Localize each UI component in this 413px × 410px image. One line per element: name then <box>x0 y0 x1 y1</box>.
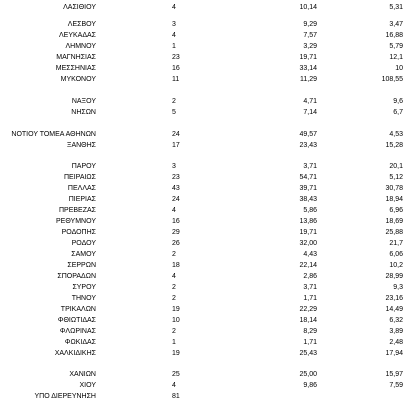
cases-value: 4 <box>172 4 176 11</box>
table-row <box>0 184 413 193</box>
cases-value: 18 <box>172 262 180 269</box>
incidence-value: 25,00 <box>299 371 317 378</box>
table-row <box>0 42 413 51</box>
region-name: ΠΡΕΒΕΖΑΣ <box>58 207 96 214</box>
region-name: ΝΟΤΙΟΥ ΤΟΜΕΑ ΑΘΗΝΩΝ <box>11 131 96 138</box>
region-name: ΣΥΡΟΥ <box>72 284 96 291</box>
cases-value: 16 <box>172 65 180 72</box>
table-row <box>0 261 413 270</box>
table-row <box>0 20 413 29</box>
cases-value: 2 <box>172 251 176 258</box>
region-name: ΡΕΘΥΜΝΟΥ <box>55 218 96 225</box>
region-name: ΝΑΞΟΥ <box>71 98 96 105</box>
table-row <box>0 130 413 139</box>
table-row <box>0 316 413 325</box>
region-name: ΜΑΓΝΗΣΙΑΣ <box>56 54 96 61</box>
region-name: ΤΗΝΟΥ <box>71 295 96 302</box>
table-row <box>0 370 413 379</box>
region-name: ΠΑΡΟΥ <box>71 163 96 170</box>
table-row <box>0 206 413 215</box>
cases-value: 16 <box>172 218 180 225</box>
incidence-value: 54,71 <box>299 174 317 181</box>
region-name: ΝΗΣΩΝ <box>71 109 96 116</box>
region-name: ΛΗΜΝΟΥ <box>65 43 96 50</box>
cases-value: 11 <box>172 76 180 83</box>
table-row <box>0 349 413 358</box>
rate-value: 25,88 <box>385 229 403 236</box>
table-row <box>0 97 413 106</box>
incidence-value: 18,14 <box>299 317 317 324</box>
cases-value: 3 <box>172 163 176 170</box>
region-name: ΞΑΝΘΗΣ <box>66 142 96 149</box>
region-name: ΡΟΔΟΥ <box>71 240 96 247</box>
table-row <box>0 239 413 248</box>
cases-value: 2 <box>172 284 176 291</box>
region-name: ΛΕΥΚΑΔΑΣ <box>58 32 96 39</box>
region-name: ΜΥΚΟΝΟΥ <box>60 76 96 83</box>
rate-value: 9,3 <box>393 284 403 291</box>
rate-value: 28,99 <box>385 273 403 280</box>
region-name: ΥΠΟ ΔΙΕΡΕΥΝΗΣΗ <box>34 393 96 400</box>
rate-value: 5,79 <box>389 43 403 50</box>
cases-value: 1 <box>172 339 176 346</box>
cases-value: 2 <box>172 295 176 302</box>
table-row <box>0 75 413 84</box>
incidence-value: 25,43 <box>299 350 317 357</box>
incidence-value: 23,43 <box>299 142 317 149</box>
rate-value: 6,32 <box>389 317 403 324</box>
incidence-value: 9,86 <box>303 382 317 389</box>
incidence-value: 33,14 <box>299 65 317 72</box>
rate-value: 21,7 <box>389 240 403 247</box>
region-name: ΦΩΚΙΔΑΣ <box>64 339 96 346</box>
region-name: ΛΑΣΙΘΙΟΥ <box>63 4 96 11</box>
table-row <box>0 3 413 12</box>
table-row <box>0 228 413 237</box>
rate-value: 6,7 <box>393 109 403 116</box>
region-name: ΣΕΡΡΩΝ <box>67 262 96 269</box>
cases-value: 2 <box>172 328 176 335</box>
table-row <box>0 327 413 336</box>
rate-value: 15,97 <box>385 371 403 378</box>
rate-value: 23,16 <box>385 295 403 302</box>
cases-value: 43 <box>172 185 180 192</box>
rate-value: 5,12 <box>389 174 403 181</box>
incidence-value: 19,71 <box>299 229 317 236</box>
cases-value: 29 <box>172 229 180 236</box>
cases-value: 1 <box>172 43 176 50</box>
rate-value: 2,48 <box>389 339 403 346</box>
table-row <box>0 305 413 314</box>
region-name: ΠΙΕΡΙΑΣ <box>68 196 96 203</box>
region-name: ΦΘΙΩΤΙΔΑΣ <box>57 317 96 324</box>
region-name: ΡΟΔΟΠΗΣ <box>61 229 96 236</box>
cases-value: 26 <box>172 240 180 247</box>
table-row <box>0 338 413 347</box>
incidence-value: 4,43 <box>303 251 317 258</box>
rate-value: 4,53 <box>389 131 403 138</box>
region-name: ΛΕΣΒΟΥ <box>67 21 96 28</box>
region-name: ΤΡΙΚΑΛΩΝ <box>60 306 96 313</box>
table-row <box>0 53 413 62</box>
incidence-value: 22,14 <box>299 262 317 269</box>
cases-value: 2 <box>172 98 176 105</box>
region-name: ΣΠΟΡΑΔΩΝ <box>57 273 96 280</box>
incidence-value: 8,29 <box>303 328 317 335</box>
table-row <box>0 141 413 150</box>
cases-value: 3 <box>172 21 176 28</box>
cases-value: 24 <box>172 196 180 203</box>
rate-value: 30,78 <box>385 185 403 192</box>
cases-value: 19 <box>172 350 180 357</box>
incidence-value: 11,29 <box>300 76 317 83</box>
region-name: ΧΑΝΙΩΝ <box>69 371 96 378</box>
incidence-value: 7,57 <box>303 32 317 39</box>
incidence-value: 13,86 <box>299 218 317 225</box>
rate-value: 3,47 <box>389 21 403 28</box>
rate-value: 14,49 <box>385 306 403 313</box>
region-name: ΠΕΛΛΑΣ <box>67 185 96 192</box>
cases-value: 17 <box>172 142 180 149</box>
incidence-value: 9,29 <box>303 21 317 28</box>
region-name: ΠΕΙΡΑΙΩΣ <box>64 174 96 181</box>
table-row <box>0 64 413 73</box>
rate-value: 16,88 <box>385 32 403 39</box>
incidence-value: 32,00 <box>299 240 317 247</box>
incidence-value: 3,71 <box>303 284 317 291</box>
incidence-value: 3,29 <box>303 43 317 50</box>
incidence-value: 38,43 <box>299 196 317 203</box>
cases-value: 24 <box>172 131 180 138</box>
incidence-value: 7,14 <box>303 109 317 116</box>
cases-value: 4 <box>172 382 176 389</box>
incidence-value: 1,71 <box>303 295 317 302</box>
rate-value: 6,06 <box>389 251 403 258</box>
rate-value: 20,1 <box>389 163 403 170</box>
table-row <box>0 272 413 281</box>
rate-value: 3,89 <box>389 328 403 335</box>
incidence-value: 4,71 <box>303 98 317 105</box>
incidence-value: 22,29 <box>299 306 317 313</box>
table-row <box>0 283 413 292</box>
cases-value: 81 <box>172 393 180 400</box>
rate-value: 9,6 <box>393 98 403 105</box>
rate-value: 18,94 <box>385 196 403 203</box>
rate-value: 6,96 <box>389 207 403 214</box>
table-row <box>0 195 413 204</box>
cases-value: 23 <box>172 174 180 181</box>
cases-value: 23 <box>172 54 180 61</box>
incidence-value: 2,86 <box>303 273 317 280</box>
rate-value: 12,1 <box>389 54 403 61</box>
region-name: ΧΑΛΚΙΔΙΚΗΣ <box>54 350 96 357</box>
cases-value: 10 <box>172 317 180 324</box>
rate-value: 108,55 <box>381 76 403 83</box>
table-row <box>0 31 413 40</box>
table-row <box>0 217 413 226</box>
rate-value: 10,2 <box>389 262 403 269</box>
incidence-value: 5,86 <box>303 207 317 214</box>
rate-value: 18,69 <box>385 218 403 225</box>
table-row <box>0 173 413 182</box>
incidence-value: 19,71 <box>299 54 317 61</box>
region-name: ΦΛΩΡΙΝΑΣ <box>59 328 96 335</box>
rate-value: 17,94 <box>385 350 403 357</box>
table-row <box>0 294 413 303</box>
cases-value: 4 <box>172 32 176 39</box>
table-row <box>0 381 413 390</box>
region-name: ΣΑΜΟΥ <box>71 251 96 258</box>
region-name: ΜΕΣΣΗΝΙΑΣ <box>55 65 96 72</box>
region-name: ΧΙΟΥ <box>79 382 96 389</box>
cases-value: 5 <box>172 109 176 116</box>
rate-value: 10 <box>395 65 403 72</box>
incidence-value: 49,57 <box>299 131 317 138</box>
rate-value: 7,59 <box>389 382 403 389</box>
cases-value: 4 <box>172 207 176 214</box>
cases-value: 25 <box>172 371 180 378</box>
table-row <box>0 392 413 401</box>
incidence-value: 10,14 <box>299 4 317 11</box>
rate-value: 15,28 <box>385 142 403 149</box>
incidence-value: 39,71 <box>299 185 317 192</box>
incidence-value: 3,71 <box>303 163 317 170</box>
table-row <box>0 162 413 171</box>
cases-value: 19 <box>172 306 180 313</box>
rate-value: 5,31 <box>389 4 403 11</box>
cases-value: 4 <box>172 273 176 280</box>
table-row <box>0 108 413 117</box>
incidence-value: 1,71 <box>303 339 317 346</box>
table-row <box>0 250 413 259</box>
